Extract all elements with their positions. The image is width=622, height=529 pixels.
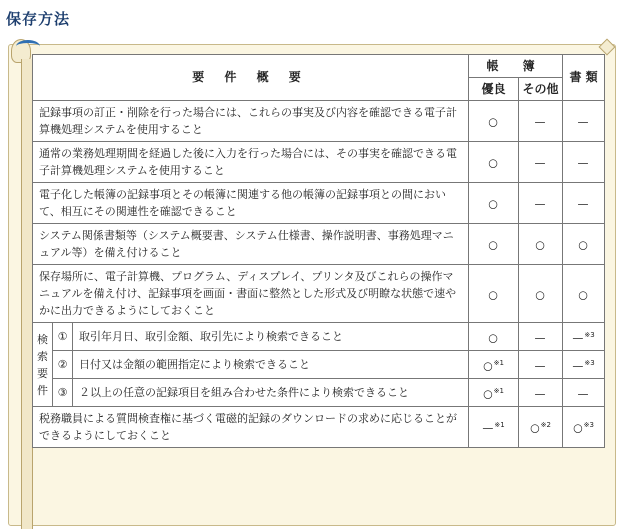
arc-decoration-icon (16, 40, 40, 53)
requirement-text: 保存場所に、電子計算機、プログラム、ディスプレイ、プリンタ及びこれらの操作マニュアルを備え付け、記録事項を画面・書面に整然とした形式及び明瞭な状態で速やかに出力できるようにしておくこと (33, 265, 469, 323)
page-title: 保存方法 (6, 10, 71, 28)
cell-books-excellent-mark: — (482, 421, 494, 435)
cell-documents (563, 183, 605, 224)
cell-documents-mark: — (577, 197, 589, 211)
cell-documents (563, 379, 605, 407)
cell-documents (563, 101, 605, 142)
cell-documents-mark: — (577, 387, 589, 401)
cell-books-other (519, 407, 563, 448)
table-row (33, 407, 605, 448)
cell-books-excellent-mark: ○ (488, 115, 498, 129)
cell-books-other (519, 142, 563, 183)
cell-books-excellent (469, 379, 519, 407)
cell-books-excellent (469, 351, 519, 379)
cell-documents-mark: — (572, 359, 584, 373)
cell-documents-mark: — (577, 115, 589, 129)
cell-books-excellent-mark: ○ (488, 238, 498, 252)
cell-books-excellent (469, 183, 519, 224)
search-item-number: ② (53, 351, 73, 379)
cell-documents-note: ※3 (583, 421, 594, 430)
header-books-other: その他 (519, 78, 563, 101)
cell-books-excellent-mark: ○ (488, 288, 498, 302)
cell-documents-mark: ○ (573, 421, 583, 435)
cell-books-other (519, 224, 563, 265)
requirement-text: システム関係書類等（システム概要書、システム仕様書、操作説明書、事務処理マニュアル等）を備え付けること (33, 224, 469, 265)
cell-books-excellent (469, 407, 519, 448)
cell-books-other-mark: ○ (530, 421, 540, 435)
table-row (33, 183, 605, 224)
cell-documents (563, 142, 605, 183)
table-row (33, 224, 605, 265)
cell-books-excellent-note: ※1 (493, 386, 504, 395)
cell-books-excellent-mark: ○ (488, 197, 498, 211)
cell-books-other (519, 379, 563, 407)
search-row (33, 323, 605, 351)
cell-books-excellent-mark: ○ (483, 359, 493, 373)
cell-books-excellent (469, 323, 519, 351)
cell-documents-note: ※3 (584, 330, 595, 339)
table-row (33, 142, 605, 183)
cell-documents-mark: ○ (578, 238, 588, 252)
search-item-number: ③ (53, 379, 73, 407)
cell-documents-mark: — (572, 331, 584, 345)
cell-books-other-mark: — (534, 387, 546, 401)
cell-books-excellent (469, 142, 519, 183)
cell-books-excellent-note: ※1 (493, 358, 504, 367)
cell-books-other-mark: — (534, 331, 546, 345)
cell-books-other-note: ※2 (540, 421, 551, 430)
header-documents: 書 類 (563, 55, 605, 101)
cell-books-excellent-note: ※1 (494, 421, 505, 430)
requirement-text: 電子化した帳簿の記録事項とその帳簿に関連する他の帳簿の記録事項との間において、相互にその関連性を確認できること (33, 183, 469, 224)
requirements-table (32, 54, 605, 448)
requirement-text: 通常の業務処理期間を経過した後に入力を行った場合には、その事実を確認できる電子計算機処理システムを使用すること (33, 142, 469, 183)
cell-documents (563, 351, 605, 379)
cell-books-other (519, 101, 563, 142)
cell-books-other (519, 265, 563, 323)
cell-books-other (519, 351, 563, 379)
cell-documents (563, 407, 605, 448)
search-requirements-label: 検 索 要 件 (33, 323, 53, 407)
cell-books-excellent-mark: ○ (488, 331, 498, 345)
cell-documents (563, 224, 605, 265)
cell-books-other-mark: ○ (535, 238, 545, 252)
search-item-text: ２以上の任意の記録項目を組み合わせた条件により検索できること (73, 379, 469, 407)
search-row (33, 379, 605, 407)
cell-books-other-mark: — (534, 359, 546, 373)
cell-books-other-mark: — (534, 197, 546, 211)
header-books-excellent: 優良 (469, 78, 519, 101)
header-requirements: 要 件 概 要 (33, 55, 469, 101)
cell-books-excellent-mark: ○ (483, 387, 493, 401)
cell-books-excellent-mark: ○ (488, 156, 498, 170)
cell-books-other-mark: ○ (535, 288, 545, 302)
table-row (33, 265, 605, 323)
cell-books-excellent (469, 224, 519, 265)
search-item-number: ① (53, 323, 73, 351)
requirement-text: 税務職員による質問検査権に基づく電磁的記録のダウンロードの求めに応じることができるようにしておくこと (33, 407, 469, 448)
cell-books-other-mark: — (534, 115, 546, 129)
cell-books-other-mark: — (534, 156, 546, 170)
cell-books-other (519, 183, 563, 224)
search-item-text: 日付又は金額の範囲指定により検索できること (73, 351, 469, 379)
cell-documents (563, 265, 605, 323)
table-row (33, 101, 605, 142)
cell-documents (563, 323, 605, 351)
cell-books-excellent (469, 265, 519, 323)
search-item-text: 取引年月日、取引金額、取引先により検索できること (73, 323, 469, 351)
cell-documents-mark: ○ (578, 288, 588, 302)
cell-books-excellent (469, 101, 519, 142)
requirement-text: 記録事項の訂正・削除を行った場合には、これらの事実及び内容を確認できる電子計算機処理システムを使用すること (33, 101, 469, 142)
cell-books-other (519, 323, 563, 351)
header-books: 帳 簿 (469, 55, 563, 78)
cell-documents-note: ※3 (584, 358, 595, 367)
cell-documents-mark: — (577, 156, 589, 170)
scroll-corner-icon (599, 39, 616, 56)
search-row (33, 351, 605, 379)
